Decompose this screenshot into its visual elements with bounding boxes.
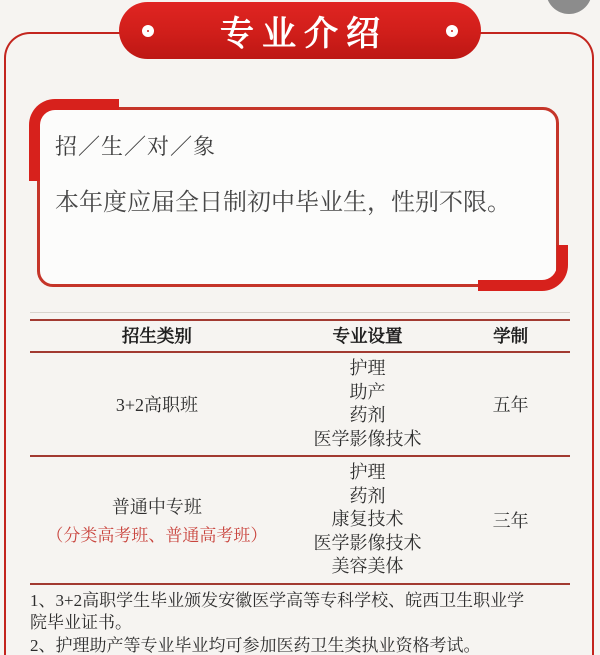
major-item: 医学影像技术: [313, 532, 422, 553]
table-header-row: [30, 321, 570, 353]
header-schooling-length: 学制: [493, 326, 529, 346]
footnote-line: 院毕业证书。: [30, 613, 132, 632]
table-row: [30, 457, 570, 585]
table-row: [30, 353, 570, 457]
major-item: 药剂: [349, 405, 386, 425]
page-title: 专业介绍: [220, 15, 388, 53]
major-item: 美容美体: [331, 556, 404, 576]
major-item: 药剂: [349, 485, 386, 506]
header-enrollment-category: 招生类别: [121, 326, 192, 346]
table-footnotes: [30, 585, 570, 655]
header-major-setup: 专业设置: [332, 326, 403, 346]
major-item: 护理: [349, 462, 386, 482]
footnote-line: 2、护理助产等专业毕业均可参加医药卫生类执业资格考试。: [30, 635, 481, 655]
card-corner-accent-bottom-right: [478, 245, 568, 291]
duration-label: 五年: [492, 395, 529, 415]
table-top-faint-line: [30, 312, 570, 313]
major-item: 康复技术: [331, 509, 404, 529]
major-item: 助产: [349, 381, 386, 402]
ring-icon-left: [142, 25, 154, 37]
enrollment-target-heading: 招／生／对／象: [55, 134, 217, 159]
footnote-line: 1、3+2高职学生毕业颁发安徽医学高等专科学校、皖西卫生职业学: [30, 590, 525, 610]
major-item: 护理: [349, 358, 386, 378]
category-label: 3+2高职班: [115, 395, 198, 415]
category-label: 普通中专班: [111, 497, 202, 518]
duration-label: 三年: [492, 510, 529, 531]
ring-icon-right: [446, 25, 458, 37]
title-banner: [119, 2, 481, 59]
major-item: 医学影像技术: [313, 428, 422, 449]
category-sub-label: （分类高考班、普通高考班）: [46, 526, 268, 546]
gray-circle-decoration: [546, 0, 592, 14]
majors-table: [30, 312, 570, 655]
enrollment-target-text: 本年度应届全日制初中毕业生，性别不限。: [55, 190, 511, 216]
